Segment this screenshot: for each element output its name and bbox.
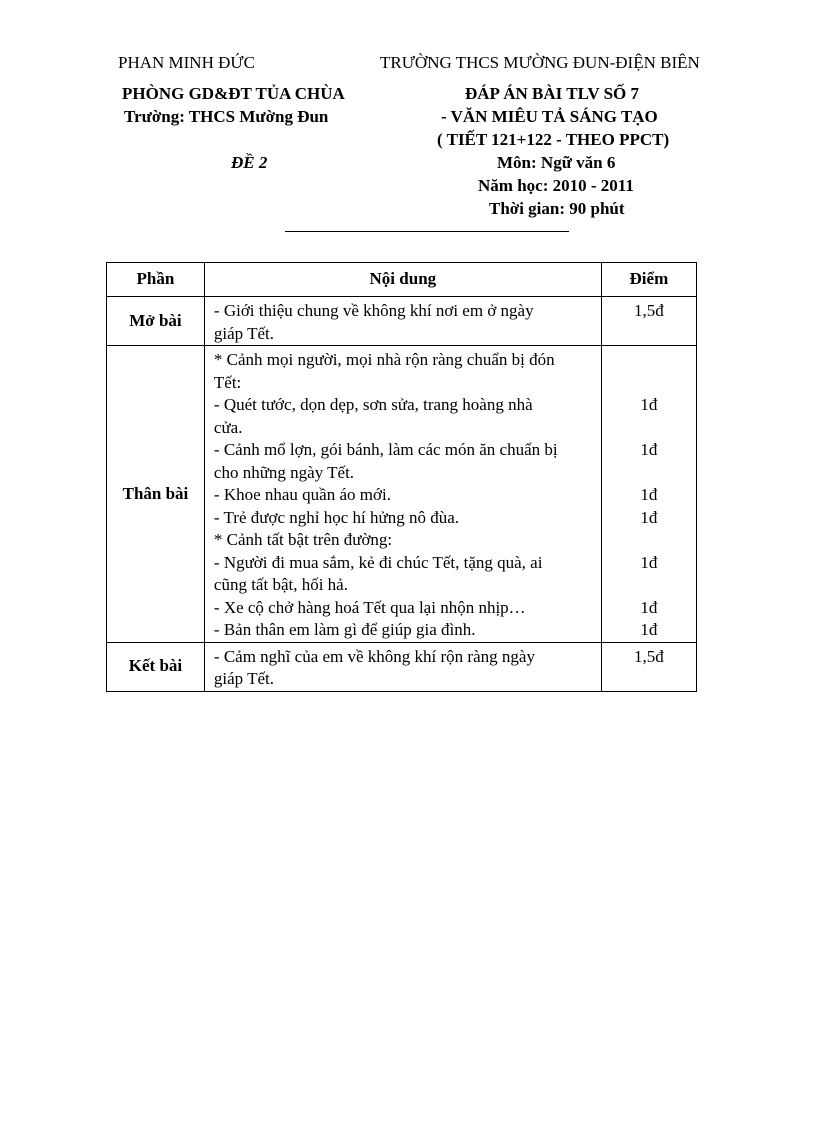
exam-code: ĐỀ 2 (231, 153, 268, 172)
header-content: Nội dung (204, 263, 601, 297)
title-line-1: ĐÁP ÁN BÀI TLV SỐ 7 (465, 84, 639, 103)
section-conclusion: Kết bài (107, 642, 205, 691)
score-value (602, 323, 696, 346)
title-line-2: - VĂN MIÊU TẢ SÁNG TẠO (441, 107, 658, 126)
content-line: * Cảnh tất bật trên đường: (213, 530, 393, 549)
content-line: - Cảm nghĩ của em về không khí rộn ràng ngày (213, 646, 535, 666)
department-name: PHÒNG GD&ĐT TỦA CHÙA (122, 84, 345, 103)
content-cell (204, 642, 601, 691)
content-line: giáp Tết. (213, 669, 275, 688)
header-score: Điểm (601, 263, 696, 297)
score-value: 1,5đ (634, 301, 664, 320)
school-year: Năm học: 2010 - 2011 (478, 176, 634, 195)
content-line: Tết: (213, 372, 242, 392)
content-line: cho những ngày Tết. (213, 462, 355, 482)
content-cell (204, 297, 601, 346)
score-cell (601, 346, 696, 643)
school-name: Trường: THCS Mường Đun (124, 107, 329, 126)
score-cell (601, 297, 696, 346)
score-value: 1đ (640, 620, 658, 639)
content-line: - Giới thiệu chung về không khí nơi em ở ngày (213, 301, 534, 320)
content-line: - Khoe nhau quần áo mới. (213, 485, 391, 504)
content-line: - Bản thân em làm gì để giúp gia đình. (213, 620, 476, 639)
header-divider (285, 231, 569, 232)
content-line: * Cảnh mọi người, mọi nhà rộn ràng chuẩn bị đón (213, 350, 555, 369)
content-line: cũng tất bật, hối hả. (213, 575, 348, 594)
table-row (107, 346, 697, 643)
score-value (602, 529, 696, 552)
school-heading: TRƯỜNG THCS MƯỜNG ĐUN-ĐIỆN BIÊN (380, 53, 700, 72)
duration: Thời gian: 90 phút (489, 199, 625, 218)
score-value: 1đ (640, 597, 658, 617)
content-line: - Trẻ được nghỉ học hí hửng nô đùa. (213, 507, 460, 527)
title-line-3: ( TIẾT 121+122 - THEO PPCT) (437, 130, 670, 149)
score-value: 1đ (640, 552, 658, 572)
score-value (602, 417, 696, 440)
section-intro: Mở bài (107, 297, 205, 346)
table-row (107, 642, 697, 691)
score-cell (601, 642, 696, 691)
content-line: - Cảnh mổ lợn, gói bánh, làm các món ăn chuẩn bị (213, 440, 558, 459)
content-cell (204, 346, 601, 643)
score-value: 1đ (640, 440, 658, 459)
score-value: 1đ (640, 485, 658, 504)
score-value: 1đ (640, 507, 658, 527)
content-line: giáp Tết. (213, 323, 275, 343)
answer-table (106, 262, 697, 692)
score-value (602, 668, 696, 691)
section-body: Thân bài (107, 346, 205, 643)
score-value (602, 349, 696, 372)
table-row (107, 297, 697, 346)
content-line: - Người đi mua sắm, kẻ đi chúc Tết, tặng quà, ai (213, 552, 543, 572)
content-line: - Xe cộ chở hàng hoá Tết qua lại nhộn nhịp… (213, 597, 526, 617)
author-name: PHAN MINH ĐỨC (118, 53, 255, 72)
subject: Môn: Ngữ văn 6 (497, 153, 616, 172)
score-value (602, 574, 696, 597)
score-value: 1,5đ (634, 646, 664, 666)
content-line: cửa. (213, 417, 243, 437)
score-value (602, 372, 696, 395)
table-header-row (107, 263, 697, 297)
score-value: 1đ (640, 395, 658, 414)
header-section: Phần (107, 263, 205, 297)
score-value (602, 462, 696, 485)
content-line: - Quét tước, dọn dẹp, sơn sửa, trang hoàng nhà (213, 395, 533, 414)
